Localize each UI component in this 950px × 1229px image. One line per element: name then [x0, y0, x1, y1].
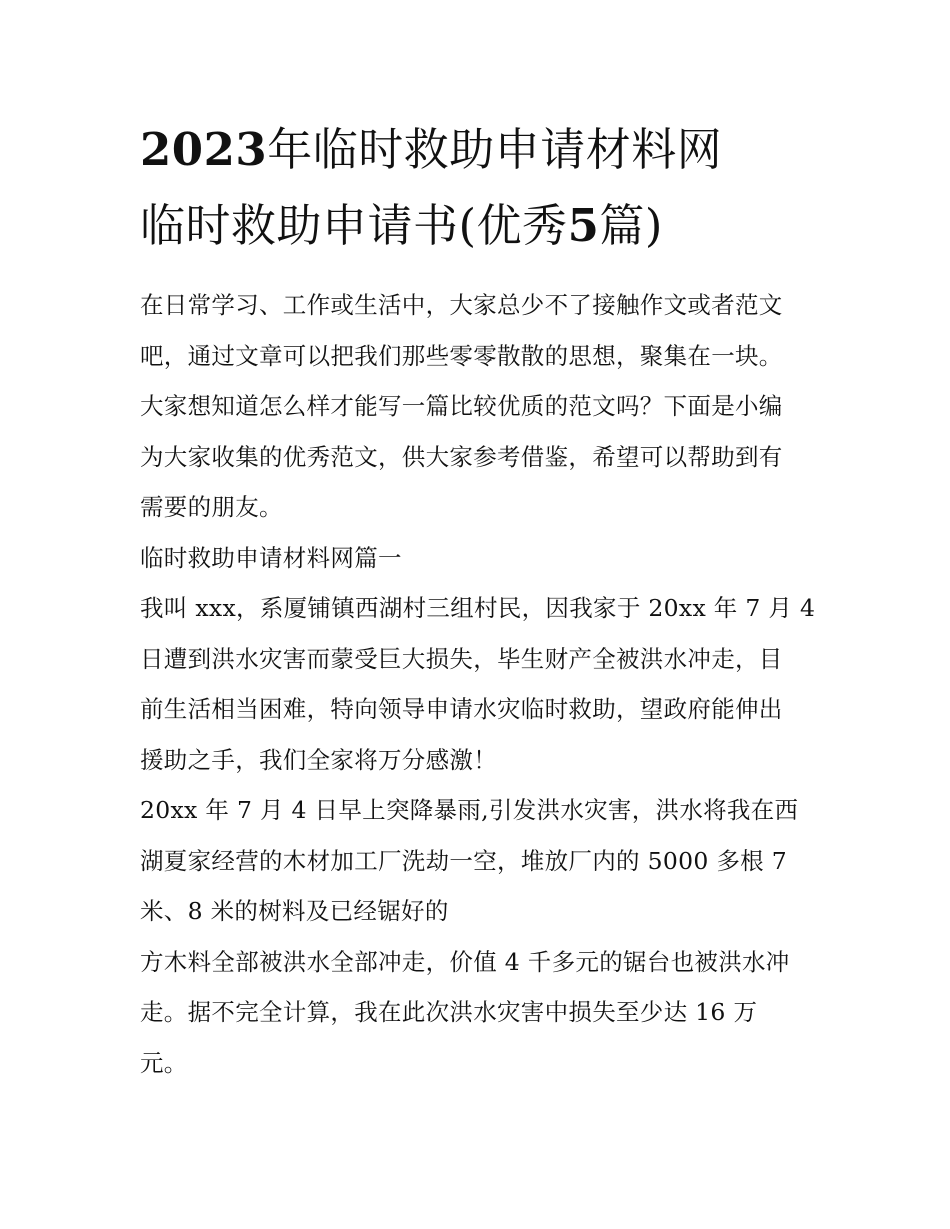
title-line-1-text: 年临时救助申请材料网	[267, 123, 723, 176]
body-line: 20xx 年 7 月 4 日早上突降暴雨,引发洪水灾害，洪水将我在西	[140, 796, 799, 824]
body-line: 方木料全部被洪水全部冲走，价值 4 千多元的锯台也被洪水冲	[140, 947, 790, 976]
body-line: 米、8 米的树料及已经锯好的	[140, 897, 449, 925]
body-line: 为大家收集的优秀范文，供大家参考借鉴，希望可以帮助到有	[140, 442, 783, 471]
title-year: 2023	[140, 123, 268, 176]
title-count: 5	[567, 199, 600, 252]
body-line: 日遭到洪水灾害而蒙受巨大损失，毕生财产全被洪水冲走，目	[140, 644, 783, 673]
body-line: 在日常学习、工作或生活中，大家总少不了接触作文或者范文	[140, 291, 783, 319]
title-line-2-tail: 篇)	[599, 199, 663, 252]
title-line-2	[140, 188, 830, 264]
section-heading: 临时救助申请材料网篇一	[140, 543, 402, 572]
title-line-2-text: 临时救助申请书(优秀	[140, 199, 568, 252]
document-title	[140, 112, 830, 264]
body-line: 走。据不完全计算，我在此次洪水灾害中损失至少达 16 万	[140, 998, 758, 1026]
body-line: 需要的朋友。	[140, 493, 283, 521]
body-line: 元。	[140, 1048, 188, 1077]
body-line: 湖夏家经营的木材加工厂洗劫一空，堆放厂内的 5000 多根 7	[140, 846, 787, 875]
title-line-1	[140, 112, 830, 188]
document-body	[140, 280, 830, 1088]
body-line: 大家想知道怎么样才能写一篇比较优质的范文吗？下面是小编	[140, 392, 783, 420]
document-page	[140, 112, 830, 1088]
body-line: 我叫 xxx，系厦铺镇西湖村三组村民，因我家于 20xx 年 7 月 4	[140, 594, 816, 622]
body-line: 前生活相当困难，特向领导申请水灾临时救助，望政府能伸出	[140, 695, 783, 723]
body-line: 援助之手，我们全家将万分感激！	[140, 745, 497, 774]
body-line: 吧，通过文章可以把我们那些零零散散的思想，聚集在一块。	[140, 341, 783, 370]
